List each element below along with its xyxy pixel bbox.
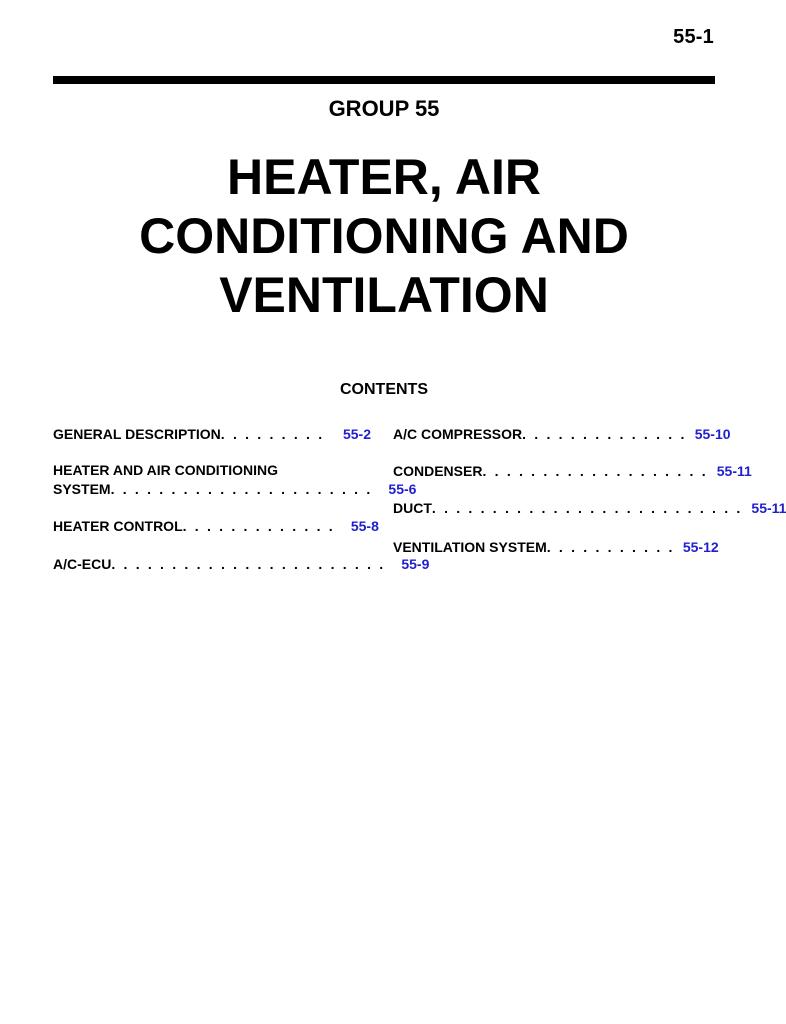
toc-leader-dots: . . . . . . . . . . . . . . . . . . . — [482, 463, 708, 479]
toc-page-ref[interactable]: 55-11 — [751, 500, 786, 516]
toc-page-ref[interactable]: 55-10 — [694, 426, 731, 442]
toc-entry[interactable] — [53, 461, 417, 499]
title-line-1: HEATER, AIR — [227, 149, 541, 205]
toc-leader-dots: . . . . . . . . . . . . . . — [522, 426, 687, 442]
toc-entry-title: CONDENSER — [393, 463, 483, 479]
toc-entry[interactable] — [393, 425, 731, 444]
toc-entry-line — [53, 517, 379, 536]
toc-page-ref[interactable]: 55-11 — [716, 463, 752, 479]
toc-page-ref[interactable]: 55-2 — [342, 426, 371, 442]
header-rule — [53, 76, 715, 84]
toc-entry-line — [53, 480, 417, 499]
toc-entry-line — [53, 425, 371, 444]
toc-entry[interactable] — [393, 499, 786, 518]
page-title — [0, 148, 768, 325]
toc-page-ref[interactable]: 55-6 — [388, 481, 417, 497]
toc-entry[interactable] — [53, 517, 379, 536]
toc-page-ref[interactable]: 55-12 — [682, 539, 719, 555]
toc-entry-line — [393, 538, 719, 557]
toc-entry-title: HEATER AND AIR CONDITIONING — [53, 462, 279, 478]
toc-entry[interactable] — [53, 555, 430, 574]
toc-entry-title: HEATER CONTROL — [53, 518, 183, 534]
toc-page-ref[interactable]: 55-8 — [350, 518, 379, 534]
toc-entry-title: A/C-ECU — [53, 556, 112, 572]
toc-leader-dots: . . . . . . . . . . . . . . . . . . . . . . . — [111, 556, 386, 572]
contents-heading: CONTENTS — [340, 381, 428, 398]
toc-leader-dots: . . . . . . . . . . . . . . . . . . . . . . — [110, 481, 373, 497]
toc-leader-dots: . . . . . . . . . . . . . — [182, 518, 335, 534]
toc-entry[interactable] — [393, 462, 752, 481]
toc-entry[interactable] — [393, 538, 719, 557]
toc-entry-line — [393, 462, 752, 481]
page-number: 55-1 — [673, 26, 714, 48]
toc-entry-title: GENERAL DESCRIPTION — [53, 426, 221, 442]
toc-entry[interactable] — [53, 425, 371, 444]
title-line-2: CONDITIONING AND — [139, 208, 629, 264]
toc-entry-line — [393, 425, 731, 444]
toc-page-ref[interactable]: 55-9 — [401, 556, 430, 572]
toc-entry-title: VENTILATION SYSTEM — [393, 539, 547, 555]
toc-entry-title: DUCT — [393, 500, 432, 516]
toc-entry-line — [393, 499, 786, 518]
title-line-3: VENTILATION — [219, 267, 549, 323]
toc-leader-dots: . . . . . . . . . . . — [546, 539, 675, 555]
toc-entry-line — [53, 555, 430, 574]
toc-entry-title: A/C COMPRESSOR — [393, 426, 523, 442]
group-label: GROUP 55 — [328, 96, 440, 121]
toc-entry-title-continued: SYSTEM — [53, 481, 111, 497]
toc-leader-dots: . . . . . . . . . — [220, 426, 325, 442]
toc-leader-dots: . . . . . . . . . . . . . . . . . . . . . . . . . . — [431, 500, 743, 516]
